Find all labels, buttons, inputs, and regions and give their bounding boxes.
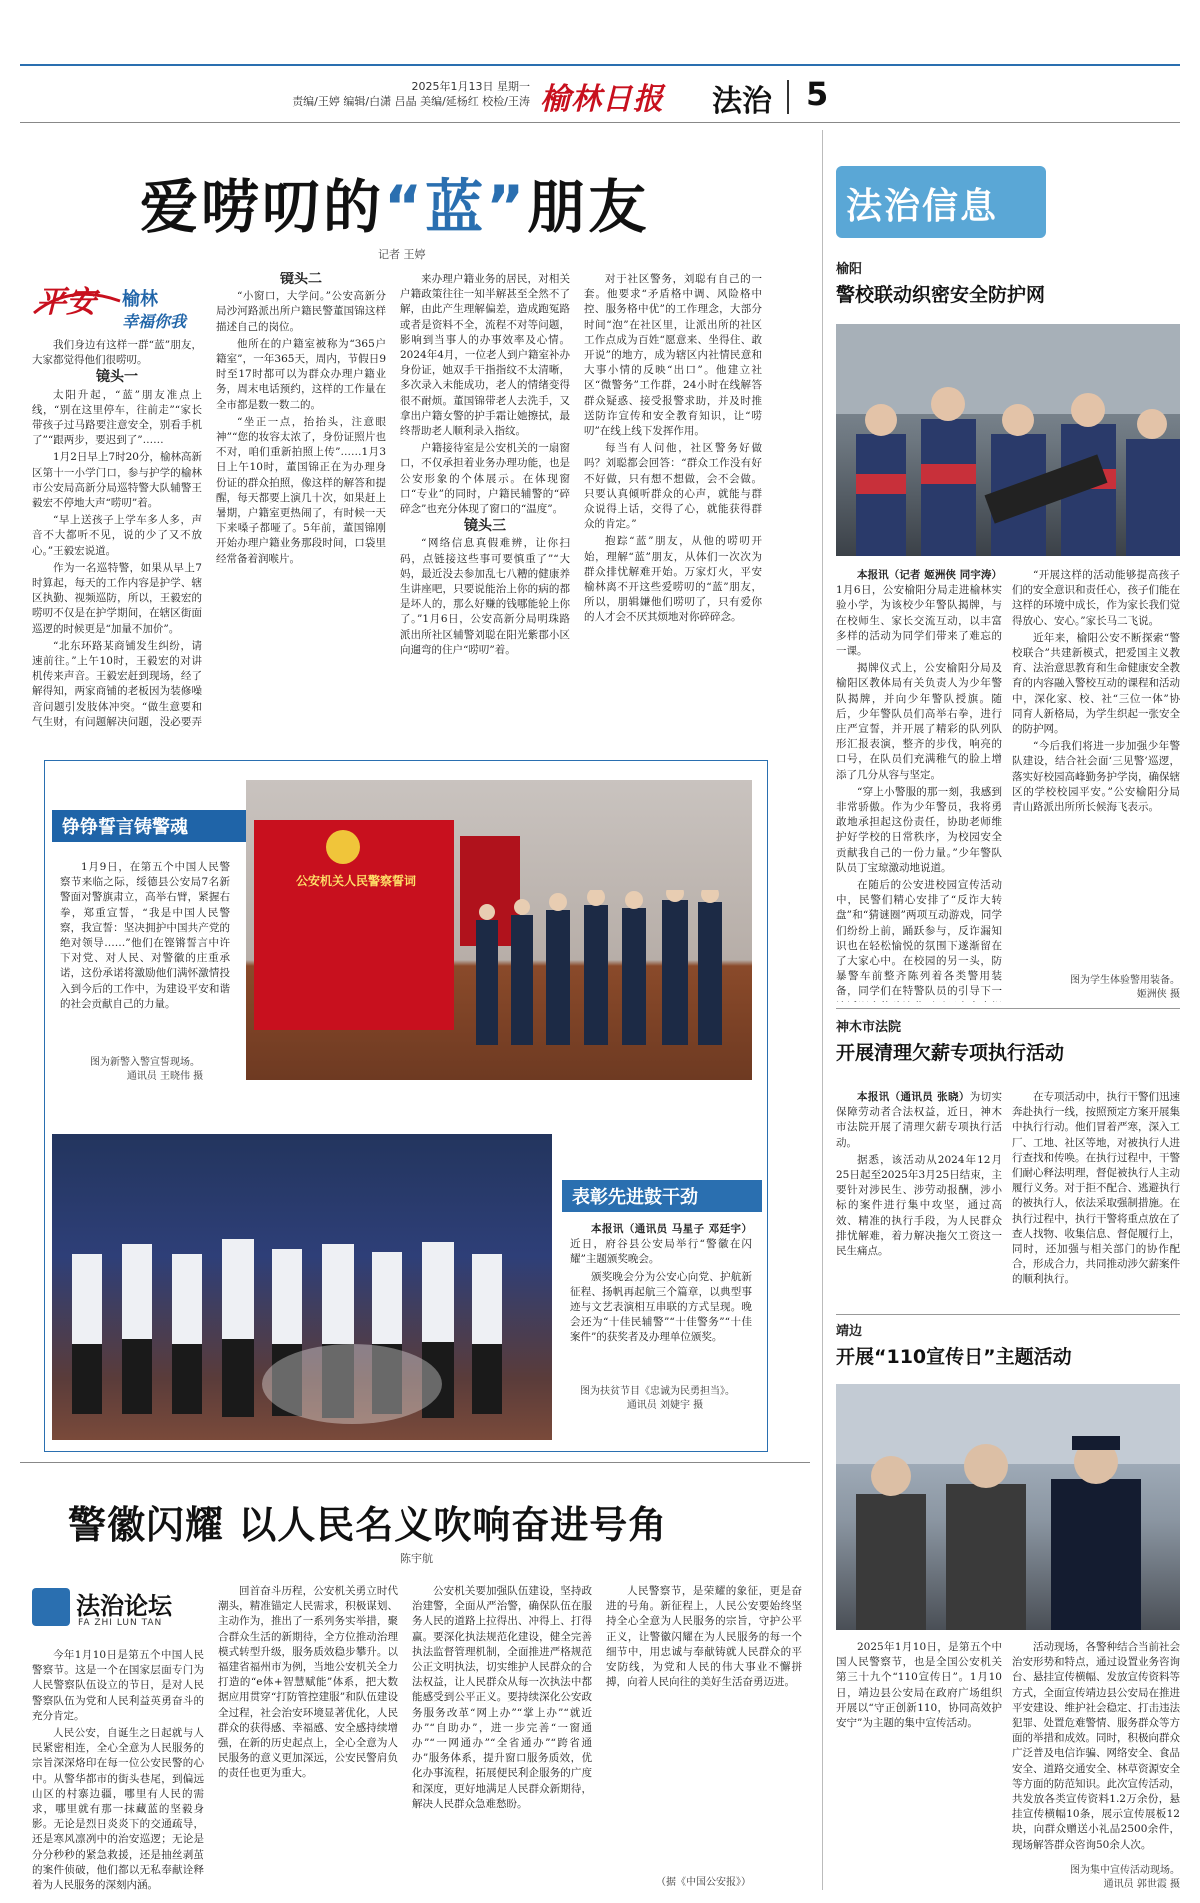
- bottom-headline: 警徽闪耀 以人民名义吹响奋进号角: [68, 1503, 668, 1547]
- credit-line: 图为集中宣传活动现场。: [1070, 1865, 1180, 1876]
- bottom-para: 人民警察节，是荣耀的象征，更是奋进的号角。新征程上，人民公安要始终坚持全心全意为人民服务的宗旨，守护公平正义，让警徽闪耀在为人民服务的每一个细节中，用忠诚与奉献铸就人民群众的平安防线，为党和人民的伟大事业不懈拼搏，向着人民向往的美好生活奋勇迈进。: [606, 1585, 802, 1689]
- credit-line: 通讯员 郭世霞 摄: [1103, 1879, 1180, 1890]
- sidebar-a3-credit: [1012, 1864, 1180, 1892]
- main-intro: 我们身边有这样一群“蓝”朋友，大家都觉得他们很唠叨。: [32, 339, 202, 367]
- bottom-top-rule: [20, 1462, 810, 1463]
- feature-para: [570, 1222, 752, 1268]
- sidebar-para: 揭牌仪式上，公安榆阳分局及榆阳区教体局有关负责人为少年警队揭牌，并向少年警队授旗。随后，少年警队员们高举右拳，进行庄严宣誓，并开展了精彩的队列队形汇报表演，整齐的步伐，响亮的口号，在队员们充满稚气的脸上增添了几分从容与坚定。: [836, 662, 1002, 781]
- header-date: 2025年1月13日 星期一: [411, 80, 530, 93]
- header-bottom-rule: [20, 122, 1180, 123]
- performance-photo: [52, 1134, 552, 1440]
- main-subhead-1: 镜头一: [96, 369, 138, 386]
- sidebar-a3-col-2: [1012, 1640, 1180, 1862]
- sidebar-lead: 本报讯（通讯员 张晓）: [857, 1091, 970, 1103]
- sidebar-a3-col-1: [836, 1640, 1002, 1892]
- sidebar-logo-text: 法治信息: [846, 186, 999, 227]
- main-para: “网络信息真假难辨，让你扫码，点链接这些事可要慎重了”“大妈，最近没去参加乱七八糟的健康养生讲座吧，只要说能治上你的病的都是坏人的，那么好赚的钱哪能轮上你了。”1月6日，公安高新分局明珠路派出所社区辅警刘聪在阳光紫郡小区向遛弯的住户“唠叨”着。: [400, 537, 570, 656]
- sidebar-a1-col-1: [836, 568, 1002, 1002]
- main-para: “坐正一点，抬抬头，注意眼神”“您的妆容太浓了，身份证照片也不对，咱们重新拍照上传”……1月3日上午10时，董国锦正在为办理身份证的群众拍照，像这样的解答和提醒，每天都要上演几十次，如果赶上暑期，户籍室更热闹了，有时候一天下来嗓子都哑了。5年前，董国锦刚开始办理户籍业务那段时间，口袋里经常备着润喉片。: [216, 415, 386, 565]
- main-col-1: [32, 338, 202, 730]
- sidebar-divider-2: [836, 1314, 1180, 1315]
- feature-para: 1月9日，在第五个中国人民警察节来临之际，绥德县公安局7名新警面对警旗肃立，高举右臂，紧握右拳，郑重宣誓，“我是中国人民警察，我宣誓：坚决拥护中国共产党的绝对领导……”他们在铿锵誓言中许下对党、对人民、对警徽的庄重承诺，这份承诺将激励他们满怀激情投入到今后的工作中，为建设平安和谐的社会贡献自己的力量。: [60, 861, 230, 1010]
- scales-icon: [32, 1588, 70, 1626]
- main-para: 来办理户籍业务的居民，对相关户籍政策往往一知半解甚至全然不了解，由此产生理解偏差，造成跑冤路或者是资料不全，流程不对等问题，影响到当事人的办事效率及心情。2024年4月，一位老人到户籍室补办身份证，她双手干指指纹不太清晰，多次录入未能成功，老人的情绪变得很不耐烦。董国锦带老人去洗手，又拿出户籍女警的护手霜让她擦拭，最终帮助老人顺利录入指纹。: [400, 273, 570, 438]
- bottom-byline: 陈宇航: [400, 1552, 433, 1565]
- sidebar-para: 近年来，榆阳公安不断探索“警校联合”共建新模式，把爱国主义教育、法治意思教育和生命健康安全教育的内容融入警校互动的课程和活动中，深化家、校、社“三位一体”协同育人新格局，为学生织起一张安全的防护网。: [1012, 631, 1180, 736]
- bottom-col-1: [32, 1648, 204, 1892]
- bottom-source: （据《中国公安报》）: [656, 1877, 751, 1888]
- feature-para: 颁奖晚会分为公安心向党、护航新征程、扬帆再起航三个篇章，以典型事迹与文艺表演相互串联的方式呈现。晚会还为“十佳民辅警”“十佳警务”“十佳案件”的获奖者及办理单位颁奖。: [570, 1270, 752, 1344]
- column-logo-fazhi: [32, 1584, 202, 1636]
- bottom-col-3: [412, 1584, 592, 1892]
- column-logo-fazhi-pinyin: FA ZHI LUN TAN: [78, 1618, 163, 1628]
- sidebar-para: 据悉，该活动从2024年12月25日起至2025年3月25日结束，主要针对涉民生、涉劳动报酬，涉小标的案件进行集中攻坚，通过高效、精准的执行手段，为人民群众排忧解难，着力解决拖欠工资这一民生痛点。: [836, 1153, 1002, 1258]
- sidebar-para: [836, 568, 1002, 659]
- oath-emblem-icon: [326, 830, 360, 864]
- credit-line: 图为扶贫节目《忠诚为民勇担当》。: [580, 1386, 735, 1397]
- main-subhead-3: 镜头三: [464, 518, 506, 535]
- sidebar-a2-col-2: [1012, 1090, 1180, 1304]
- main-byline: 记者 王婷: [378, 248, 426, 261]
- sidebar-para: 活动现场，各警种结合当前社会治安形势和特点，通过设置业务咨询台、悬挂宣传横幅、发放宣传资料等方式，全面宣传靖边县公安局在推进平安建设、维护社会稳定、打击违法犯罪、处置危难警情、服务群众等方面的举措和成效。同时，积极向群众广泛普及电信诈骗、网络安全、食品安全、道路交通安全、林草资源安全等方面的防范知识。此次宣传活动，共发放各类宣传资料1.2万余份，悬挂宣传横幅10条，展示宣传展板12块，向群众赠送小礼品2500余件，现场解答群众咨询50余人次。: [1012, 1641, 1180, 1851]
- main-para: 抱踪“蓝”朋友，从他的唠叨开始，理解“蓝”朋友，从体们一次次为群众排忧解难开始。万家灯火，平安榆林离不开这些爱唠叨的“蓝”朋友，所以，朋辑嫌他们唠叨了，只有爱你的人才会不厌其烦地对你碎碎念。: [584, 535, 762, 624]
- feature-credit-1: [90, 1056, 240, 1084]
- sidebar-a1-credit: [1030, 974, 1180, 1002]
- header-top-rule: [20, 64, 1180, 66]
- header-meta: [200, 79, 530, 109]
- column-logo-top: 平安: [36, 285, 96, 320]
- promo-people-icon: [836, 1384, 1180, 1630]
- sidebar-para: “穿上小警服的那一刻，我感到非常骄傲。作为少年警员，我将勇敢地承担起这份责任，协助老师维护好学校的日常秩序，为校园安全贡献我自己的一份力量。”少年警队队员丁宝琼激动地说道。: [836, 785, 1002, 874]
- bottom-para: 公安机关要加强队伍建设，坚持政治建警，全面从严治警，确保队伍在服务人民的道路上拉得出、冲得上、打得赢。要深化执法规范化建设，健全完善执法监督管理机制，全面推进严格规范公正文明执法，切实维护人民群众的合法权益，让人民群众从每一次执法中都能感受到公平正义。要持续深化公安政务服务改革“网上办”“掌上办”“就近办”“自助办”，进一步完善“一窗通办”“一网通办”“全省通办”“跨省通办”服务体系，提升窗口服务质效，优化办事流程，拓展便民利企服务的广度和深度，更好地满足人民群众新期待，解决人民群众急难愁盼。: [412, 1585, 592, 1810]
- feature-span: 近日，府谷县公安局举行“警徽在闪耀”主题颁奖晚会。: [570, 1238, 752, 1266]
- main-para: 他所在的户籍室被称为“365户籍室”，一年365天，周内，节假日9时至17时都可以为群众办理户籍业务，周末电话预约，这样的工作量在全市都是数一数二的。: [216, 337, 386, 411]
- sidebar-para: 在专项活动中，执行干警们迅速奔赴执行一线，按照预定方案开展集中执行行动。他们冒着严寒，深入工厂、工地、社区等地，对被执行人进行查找和传唤。在执行过程中，干警们耐心释法明理，督促被执行人主动履行义务。对于拒不配合、逃避执行的被执行人，依法采取强制措施。在执行过程中，执行干警将重点放在了查人找物、收集信息、督促履行上，同时，还加强与相关部门的协作配合，形成合力，共同推动涉欠薪案件的顺利执行。: [1012, 1091, 1180, 1286]
- sidebar-para: 在随后的公安进校园宣传活动中，民警们精心安排了“反诈大转盘”和“猜谜圈”两项互动游戏，同学们纷纷上前，踊跃参与，反诈漏知识也在轻松愉悦的氛围下遂渐留在了大家心中。在校园的另一头，防暴警车前整齐陈列着各类警用装备，同学们在特警队员的引导下一: [836, 879, 1002, 998]
- main-col-4: [584, 272, 762, 730]
- promo-photo: [836, 1384, 1180, 1630]
- sidebar-para: [836, 1090, 1002, 1151]
- section-name: 法治: [712, 84, 772, 119]
- column-divider: [822, 130, 823, 1890]
- main-para: 作为一名巡特警，如果从早上7时算起，每天的工作内容是护学、辖区执勤、视频巡防，所以，王毅宏的唠叨不仅是在护学期间，在辖区街面巡逻的时候更是“加量不加价”。: [32, 561, 202, 635]
- main-headline: 爱唠叨的“蓝”朋友: [140, 173, 650, 241]
- credit-line: 图为新警入警宣誓现场。: [90, 1057, 200, 1068]
- main-subhead-2: 镜头二: [280, 272, 322, 287]
- students-photo: [836, 324, 1180, 556]
- sidebar-para: “今后我们将进一步加强少年警队建设，结合社会面‘三见警’巡逻，落实好校园高峰勤务护学岗，确保辖区的学校校园平安。”公安榆阳分局青山路派出所所长候海飞表示。: [1012, 740, 1180, 814]
- main-col-2: [216, 272, 386, 730]
- sidebar-a1-title: 警校联动织密安全防护网: [836, 284, 1046, 306]
- page-number: 5: [806, 75, 829, 113]
- header-staff: 责编/王婷 编辑/白潇 吕晶 美编/延杨红 校检/王涛: [292, 95, 530, 108]
- main-para: 户籍接待室是公安机关的一扇窗口，不仅承担着业务办理功能，也是公安形象的个体展示。在体现窗口“专业”的同时，户籍民辅警的“碎碎念”也充分体现了窗口的“温度”。: [400, 442, 570, 516]
- bottom-para: 回首奋斗历程，公安机关勇立时代潮头，精准锚定人民需求，积极谋划、主动作为，推出了一系列务实举措，聚合群众生活的新期待，全方位推动治理模式转型升级，服务质效稳步攀升。以福建省福州市为例，当地公安机关全力打造的“e体+智慧赋能”体系，把大数据应用贯穿“打防管控建服”和队伍建设全过程，社会治安环境显著优化，人民群众的获得感、幸福感、安全感持续增强，在新的历史起点上，全心全意为人民服务的意义更加深远，公安民警肩负的责任也更为重大。: [218, 1585, 398, 1780]
- performers-icon: [52, 1134, 552, 1440]
- main-para: 太阳升起，“蓝”朋友准点上线，“别在这里停车，往前走”“家长带孩子过马路要注意安全，别看手机了”“跟两步，要迟到了”……: [32, 388, 202, 447]
- newspaper-brand: 榆林日报: [540, 82, 664, 117]
- main-para: “小窗口，大学问。”公安高新分局沙河路派出所户籍民警董国锦这样描述自己的岗位。: [216, 290, 386, 333]
- feature-label-2: 表彰先进鼓干劲: [562, 1180, 762, 1212]
- sidebar-span: 1月6日，公安榆阳分局走进榆林实验小学，为该校少年警队揭牌，与在校师生、家长交流互动，以丰富多样的活动为同学们带来了难忘的一课。: [836, 584, 1002, 658]
- credit-line: 通讯员 刘婕宇 摄: [626, 1400, 704, 1411]
- bottom-para: 人民公安，自诞生之日起就与人民紧密相连，全心全意为人民服务的宗旨深深烙印在每一位公安民警的心中。从警华都市的街头巷尾，到偏远山区的村寨边疆，哪里有人民的需求，哪里就有那一抹藏蓝的坚毅身影。无论是烈日炎炎下的交通疏导，还是寒风凛冽中的治安巡逻；无论是分分秒秒的紧急救援，还是抽丝剥茧的案件侦破，他们都以无私奉献诠释着为人民服务的深刻内涵。: [32, 1727, 204, 1892]
- bottom-para: 今年1月10日是第五个中国人民警察节。这是一个在国家层面专门为人民警察队伍设立的节日，是对人民警察队伍为党和人民利益英勇奋斗的充分肯定。: [32, 1649, 204, 1722]
- column-logo-sub: 幸福你我: [122, 312, 187, 331]
- main-para: 每当有人问他，社区警务好做吗？刘聪都会回答：“群众工作没有好不好做，只有想不想做，会不会做。只要认真倾听群众的心声，就能与群众说得上话，交得了心，就能获得群众的肯定。”: [584, 442, 762, 531]
- oath-photo: [246, 780, 752, 1080]
- column-logo-fazhi-text: 法治论坛: [76, 1592, 172, 1620]
- sidebar-a1-col-2: [1012, 568, 1180, 972]
- feature-text-2: [570, 1222, 752, 1372]
- feature-text-1: [60, 860, 230, 1050]
- feature-label-1: 铮铮誓言铸警魂: [52, 810, 247, 842]
- column-logo-name: 榆林: [122, 289, 158, 310]
- sidebar-span: 为切实保障劳动者合法权益，近日，神木市法院开展了清理欠薪专项执行活动。: [836, 1091, 1002, 1149]
- main-col-3: [400, 272, 570, 730]
- bottom-col-4: [606, 1584, 802, 1876]
- header-divider: [787, 80, 789, 114]
- main-para: 对于社区警务，刘聪有自己的一套。他要求“矛盾格中调、风险格中控、服务格中优”的工作理念，大部分时间“泡”在社区里，让派出所的社区工作点成为百姓“愿意来、坐得住、敢开说”的地方，成为辖区内社情民意和大事小情的反映“出口”。他建立社区“微警务”工作群，24小时在线解答群众疑惑、接受报警求助，并及时推送防诈宣传和安全教育知识，让“唠叨”在线上线下发挥作用。: [584, 273, 762, 438]
- feature-lead: 本报讯（通讯员 马星子 邓廷宇）: [591, 1223, 752, 1235]
- column-logo-pingan: [30, 275, 205, 331]
- sidebar-a2-title: 开展清理欠薪专项执行活动: [836, 1042, 1065, 1064]
- feature-credit-2: [580, 1385, 750, 1413]
- sidebar-a2-kicker: 神木市法院: [836, 1020, 902, 1035]
- credit-line: 图为学生体验警用装备。: [1070, 975, 1180, 986]
- credit-line: 姬洲侠 摄: [1136, 989, 1180, 1000]
- oath-sign-text: 公安机关人民警察誓词: [295, 874, 416, 888]
- credit-line: 通讯员 王晓伟 摄: [126, 1071, 204, 1082]
- sidebar-para: “开展这样的活动能够提高孩子们的安全意识和责任心，孩子们能在这样的环境中成长，作为家长我们觉得放心、安心。”家长马二飞说。: [1012, 569, 1180, 627]
- bottom-col-2: [218, 1584, 398, 1892]
- sidebar-lead: 本报讯（记者 姬洲侠 同宇涛）: [857, 569, 1002, 581]
- sidebar-para: 2025年1月10日，是第五个中国人民警察节，也是全国公安机关第三十九个“110宣传日”。1月10日，靖边县公安局在政府广场组织开展以“守正创新110，协同高效护安宁”为主题的集中宣传活动。: [836, 1641, 1002, 1730]
- sidebar-a3-title: 开展“110宣传日”主题活动: [836, 1346, 1072, 1368]
- sidebar-a3-kicker: 靖边: [836, 1324, 863, 1339]
- main-para: “早上送孩子上学车多人多，声音不大都听不见，说的少了又不放心。”王毅宏说道。: [32, 514, 202, 557]
- sidebar-divider-1: [836, 1008, 1180, 1009]
- sidebar-a2-col-1: [836, 1090, 1002, 1304]
- sidebar-logo: [836, 166, 1046, 238]
- students-icon: [836, 324, 1180, 556]
- sidebar-a1-kicker: 榆阳: [836, 262, 863, 277]
- main-para: 1月2日早上7时20分，榆林高新区第十一小学门口，参与护学的榆林市公安局高新分局巡特警大队辅警王毅宏不停地大声“唠叨”着。: [32, 451, 202, 510]
- oath-officers-icon: [466, 890, 726, 1050]
- main-para: “北东环路某商铺发生纠纷，请速前往。”上午10时，王毅宏的对讲机传来声音。王毅宏赶到现场，经了解得知，两家商铺的老板因为装修噪音问题引发肢体冲突。“做生意要和气生财，有问题解决问题，没必要弄: [32, 639, 202, 728]
